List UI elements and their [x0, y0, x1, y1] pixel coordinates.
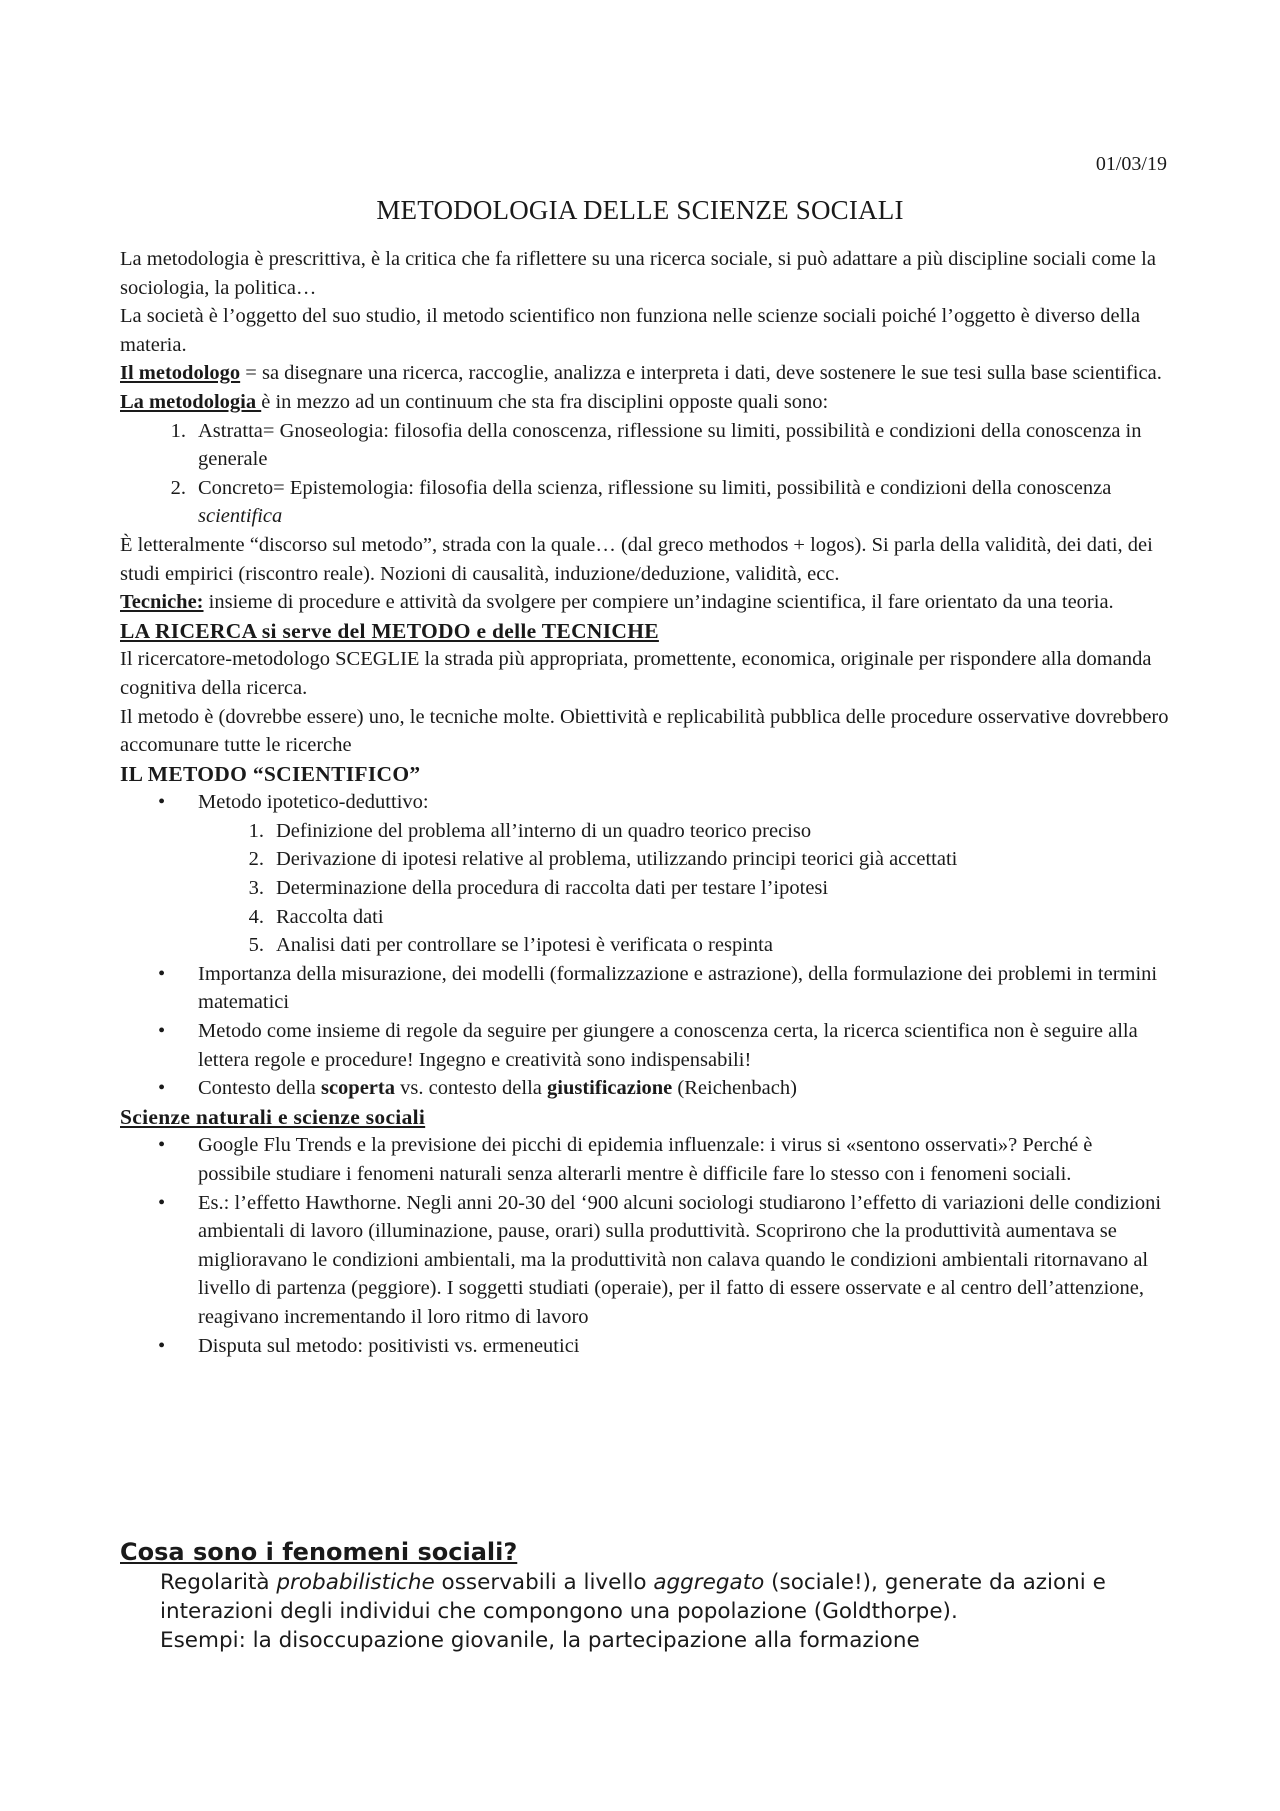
list-item: 2. Concreto= Epistemologia: filosofia della scienza, riflessione su limiti, possibilità e condizioni della conoscenza scientifica [170, 476, 1112, 528]
bullet-icon: • [158, 1134, 166, 1157]
document-date: 01/03/19 [1095, 153, 1167, 175]
bullet-list [120, 788, 1170, 1103]
list-item: • Metodo come insieme di regole da seguire per giungere a conoscenza certa, la ricerca scientifica non è seguire alla lettera regole e procedure! Ingegno e creatività sono indispensabili! [120, 1017, 1170, 1074]
list-item: • Google Flu Trends e la previsione dei picchi di epidemia influenzale: i virus si «sentono osservati»? Perché è possibile studiare i fenomeni naturali senza alterarli mentre è difficile fare lo stesso con i fenomeni sociali. [120, 1131, 1170, 1188]
term-metodologia: La metodologia [120, 390, 262, 413]
list-item: • Contesto della scoperta vs. contesto della giustificazione (Reichenbach) [120, 1074, 1170, 1103]
list-item: 1. Definizione del problema all’interno di un quadro teorico preciso [248, 819, 812, 842]
paragraph: La società è l’oggetto del suo studio, il metodo scientifico non funziona nelle scienze sociali poiché l’oggetto è diverso della materia. [120, 305, 1141, 356]
paragraph: Il metodologo = sa disegnare una ricerca, raccoglie, analizza e interpreta i dati, deve sostenere le sue tesi sulla base scientifica. [120, 362, 1162, 385]
paragraph: Tecniche: insieme di procedure e attività da svolgere per compiere un’indagine scientifica, il fare orientato da una teoria. [120, 591, 1114, 614]
bullet-icon: • [158, 962, 166, 985]
paragraph: Il metodo è (dovrebbe essere) uno, le tecniche molte. Obiettività e replicabilità pubblica delle procedure osservative dovrebbero accomunare tutte le ricerche [120, 705, 1169, 757]
list-item: • Es.: l’effetto Hawthorne. Negli anni 20-30 del ‘900 alcuni sociologi studiarono l’effetto di variazioni delle condizioni ambientali di lavoro (illuminazione, pause, orari) sulla produttività. Scoprirono che la produttività aumentava se miglioravano le condizioni ambientali, ma la produttività non calava quando le condizioni ambientali ritornavano al livello di partenza (peggiore). I soggetti studiati (operaie), per il fatto di essere osservate e al centro dell’attenzione, reagivano incrementando il loro ritmo di lavoro [120, 1189, 1170, 1332]
section-heading: Scienze naturali e scienze sociali [120, 1104, 426, 1129]
section-heading: LA RICERCA si serve del METODO e delle TECNICHE [120, 618, 659, 643]
paragraph: La metodologia è in mezzo ad un continuum che sta fra disciplini opposte quali sono: [120, 390, 829, 413]
paragraph: Regolarità probabilistiche osservabili a livello aggregato (sociale!), generate da azioni e interazioni degli individui che compongono una popolazione (Goldthorpe). [160, 1570, 1106, 1624]
paragraph: Esempi: la disoccupazione giovanile, la partecipazione alla formazione [160, 1628, 920, 1653]
paragraph: La metodologia è prescrittiva, è la critica che fa riflettere su una ricerca sociale, si può adattare a più discipline sociali come la sociologia, la politica… [120, 248, 1156, 299]
paragraph: Il ricercatore-metodologo SCEGLIE la strada più appropriata, promettente, economica, originale per rispondere alla domanda cognitiva della ricerca. [120, 648, 1152, 699]
bullet-icon: • [158, 1191, 166, 1214]
sublist [120, 817, 1170, 960]
bullet-icon: • [158, 1077, 166, 1100]
list-item: • Metodo ipotetico-deduttivo: [120, 788, 1170, 817]
bullet-icon: • [158, 1334, 166, 1357]
list-item: 4. Raccolta dati [248, 905, 384, 928]
term-metodologo: Il metodologo [120, 362, 241, 385]
document-body [120, 245, 1170, 1360]
list-item: 2. Derivazione di ipotesi relative al problema, utilizzando principi teorici già accettati [248, 848, 958, 871]
list-item: 1. Astratta= Gnoseologia: filosofia della conoscenza, riflessione su limiti, possibilità e condizioni della conoscenza in generale [170, 419, 1142, 471]
document-title: METODOLOGIA DELLE SCIENZE SOCIALI [376, 195, 904, 225]
term-tecniche: Tecniche: [120, 591, 204, 614]
section-title: Cosa sono i fenomeni sociali? [120, 1538, 518, 1566]
numbered-list [120, 417, 1170, 531]
bullet-icon: • [158, 791, 166, 814]
bullet-list [120, 1131, 1170, 1360]
bullet-icon: • [158, 1020, 166, 1043]
paragraph: È letteralmente “discorso sul metodo”, strada con la quale… (dal greco methodos + logos). Si parla della validità, dei dati, dei studi empirici (riscontro reale). Nozioni di causalità, induzione/deduzione, validità, ecc. [120, 533, 1153, 585]
list-item: 3. Determinazione della procedura di raccolta dati per testare l’ipotesi [248, 877, 829, 900]
section-heading: IL METODO “SCIENTIFICO” [120, 761, 421, 786]
section-fenomeni-sociali [120, 1536, 1170, 1655]
list-item: 5. Analisi dati per controllare se l’ipotesi è verificata o respinta [248, 934, 773, 957]
list-item: • Disputa sul metodo: positivisti vs. ermeneutici [120, 1332, 1170, 1361]
list-item: • Importanza della misurazione, dei modelli (formalizzazione e astrazione), della formulazione dei problemi in termini matematici [120, 960, 1170, 1017]
